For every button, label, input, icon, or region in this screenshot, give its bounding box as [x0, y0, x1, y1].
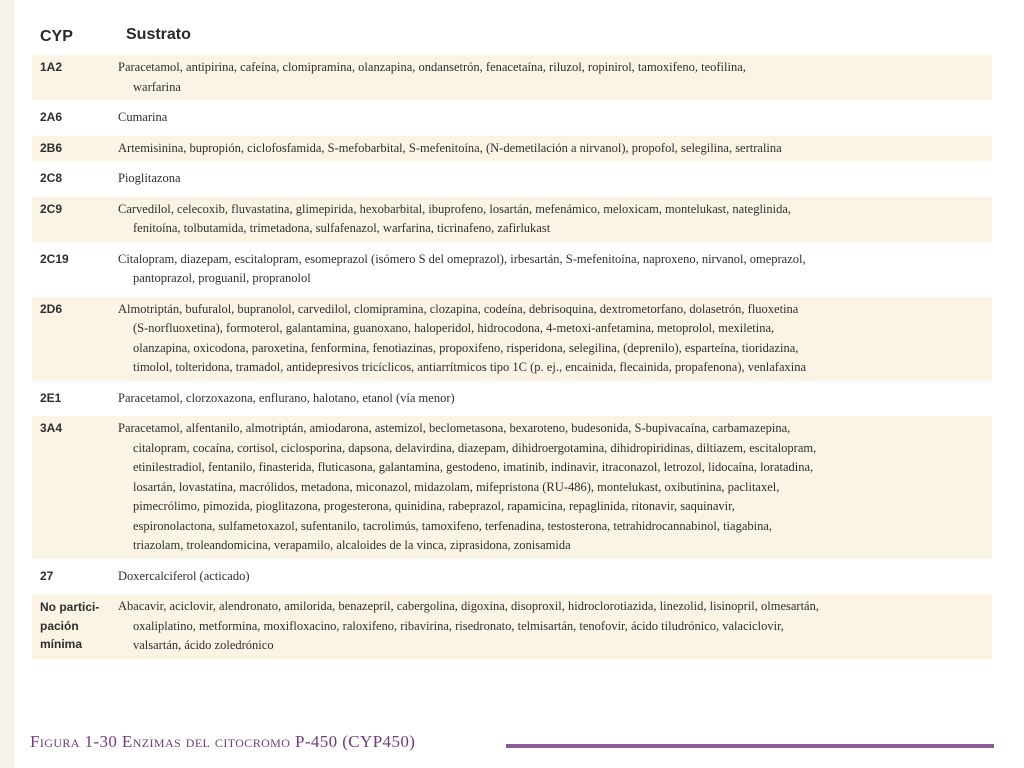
substrate-line: Doxercalciferol (acticado)	[118, 568, 250, 583]
substrate-line: Artemisinina, bupropión, ciclofosfamida, S-mefobarbital, S-mefenitoína, (N-demetilación a nirvanol), propofol, selegilina, sertralina	[118, 140, 782, 155]
substrate-cell	[118, 197, 992, 242]
table-row	[32, 197, 992, 242]
substrate-line: espironolactona, sulfametoxazol, sufentanilo, tacrolimús, tamoxifeno, terfenadina, testosterona, tetrahidrocannabinol, tiagabina,	[133, 518, 773, 533]
substrate-cell	[118, 594, 992, 659]
substrate-line: valsartán, ácido zoledrónico	[133, 638, 274, 652]
cyp-label-line: mínima	[40, 637, 83, 651]
substrate-cell	[118, 105, 992, 131]
cyp-cell: 2C8	[40, 171, 63, 185]
substrate-cell	[118, 55, 992, 100]
substrate-line: pimecrólimo, pimozida, pioglitazona, progesterona, quinidina, rabeprazol, rapamicina, repaglinida, ritonavir, saquinavir,	[133, 499, 735, 513]
substrate-cell	[118, 247, 992, 292]
substrate-line: citalopram, cocaína, cortisol, ciclosporina, dapsona, delavirdina, diazepam, dihidroergotamina, dihidropiridinas, diltiazem, escitalopram,	[133, 440, 817, 455]
page-margin-strip	[0, 0, 14, 768]
substrate-cell	[118, 297, 992, 381]
cyp-cell: 2A6	[40, 110, 63, 124]
table-row	[32, 594, 992, 659]
cyp-cell: 2C19	[40, 251, 69, 266]
cyp-cell: 1A2	[40, 60, 63, 74]
cyp-cell: 2C9	[40, 201, 63, 216]
substrate-line: Abacavir, aciclovir, alendronato, amilorida, benazepril, cabergolina, digoxina, disoproxil, hidroclorotiazida, linezolid, lisinopril, olmesartán,	[118, 599, 819, 613]
substrate-cell	[118, 386, 992, 412]
table-body	[32, 55, 992, 659]
cyp-cell: 3A4	[40, 421, 63, 435]
table-row	[32, 136, 992, 162]
header-sustrato: Sustrato	[126, 26, 191, 43]
substrate-line: triazolam, troleandomicina, verapamilo, alcaloides de la vinca, ziprasidona, zonisamida	[133, 538, 571, 552]
table-row	[32, 416, 992, 559]
table-row	[32, 55, 992, 100]
substrate-line: pantoprazol, proguanil, propranolol	[133, 271, 311, 285]
header-cyp: CYP	[40, 28, 73, 45]
figure-caption: Figura 1-30 Enzimas del citocromo P-450 (CYP450)	[30, 732, 416, 751]
substrate-line: Citalopram, diazepam, escitalopram, esomeprazol (isómero S del omeprazol), irbesartán, S-mefenitoína, naproxeno, nirvanol, omeprazol,	[118, 251, 806, 266]
substrate-cell	[118, 564, 992, 590]
table-row	[32, 247, 992, 292]
table-header	[32, 14, 992, 50]
substrate-line: warfarina	[133, 79, 181, 94]
cyp-label-line: pación	[40, 618, 79, 633]
substrate-line: olanzapina, oxicodona, paroxetina, fenformina, fenotiazinas, propoxifeno, risperidona, selegilina, (deprenilo), esparteína, tioridazina,	[133, 340, 799, 355]
substrate-line: Paracetamol, alfentanilo, almotriptán, amiodarona, astemizol, beclometasona, bexaroteno, budesonida, S-bupivacaína, carbamazepina,	[118, 421, 791, 435]
cyp450-table	[32, 14, 992, 659]
cyp-cell: 27	[40, 568, 54, 583]
table-row	[32, 166, 992, 192]
table-row	[32, 386, 992, 412]
cyp-cell: 2D6	[40, 301, 63, 316]
table-row	[32, 105, 992, 131]
substrate-line: Carvedilol, celecoxib, fluvastatina, glimepirida, hexobarbital, ibuprofeno, losartán, mefenámico, meloxicam, montelukast, nateglinida,	[118, 201, 792, 216]
substrate-line: Cumarina	[118, 110, 168, 124]
caption-rule	[506, 744, 994, 748]
cyp-label-line: No partici-	[40, 600, 100, 614]
table-row	[32, 297, 992, 381]
substrate-line: Paracetamol, antipirina, cafeína, clomipramina, olanzapina, ondansetrón, fenacetaína, riluzol, ropinirol, tamoxifeno, teofilina,	[118, 60, 746, 74]
substrate-cell	[118, 166, 992, 192]
cyp-cell: 2B6	[40, 140, 63, 155]
substrate-line: losartán, lovastatina, macrólidos, metadona, miconazol, midazolam, mifepristona (RU-486), montelukast, oxibutinina, paclitaxel,	[133, 479, 780, 494]
substrate-cell	[118, 136, 992, 162]
substrate-line: Pioglitazona	[118, 171, 181, 185]
substrate-line: Almotriptán, bufuralol, bupranolol, carvedilol, clomipramina, clozapina, codeína, debrisoquina, dextrometorfano, dolasetrón, fluoxetina	[118, 301, 799, 316]
cyp-cell: 2E1	[40, 390, 62, 405]
substrate-line: oxaliplatino, metformina, moxifloxacino, raloxifeno, ribavirina, risedronato, telmisartán, tenofovir, ácido tiludrónico, valaciclovir,	[133, 618, 784, 633]
substrate-cell	[118, 416, 992, 559]
substrate-line: fenitoína, tolbutamida, trimetadona, sulfafenazol, warfarina, ticrinafeno, zafirlukast	[133, 221, 551, 235]
substrate-line: (S-norfluoxetina), formoterol, galantamina, guanoxano, haloperidol, hidrocodona, 4-metoxi-anfetamina, metoprolol, mexiletina,	[133, 321, 775, 335]
table-row	[32, 564, 992, 590]
cyp-cell	[32, 594, 118, 659]
substrate-line: Paracetamol, clorzoxazona, enflurano, halotano, etanol (vía menor)	[118, 390, 455, 405]
substrate-line: etinilestradiol, fentanilo, finasterida, fluticasona, galantamina, gestodeno, imatinib, indinavir, itraconazol, letrozol, lidocaína, loratadina,	[133, 460, 814, 474]
substrate-line: timolol, tolteridona, tramadol, antidepresivos tricíclicos, antiarrítmicos tipo 1C (p. ej., encainida, flecainida, propafenona), venlafaxina	[133, 360, 807, 374]
